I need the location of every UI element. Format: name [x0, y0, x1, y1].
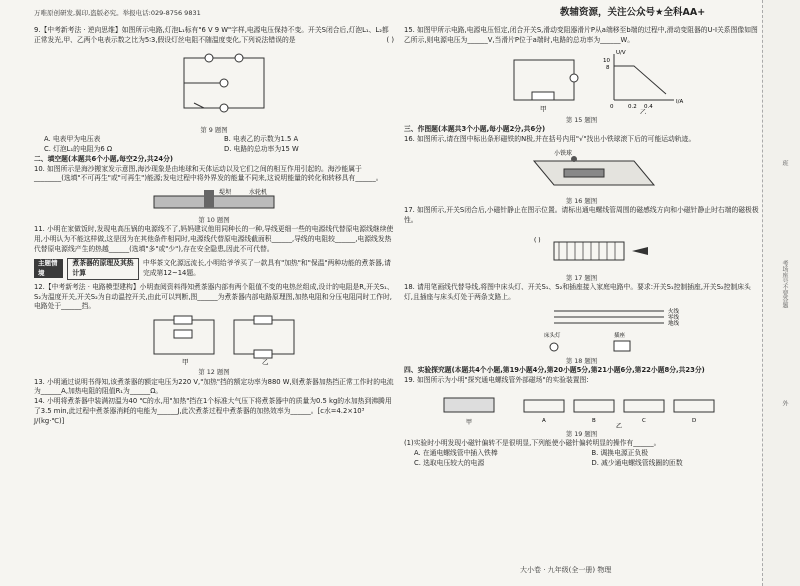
- q15-tick-y-8: 8: [606, 64, 610, 71]
- q18-text: 18. 请用笔画线代替导线,将图中床头灯、开关S₁、S₂和插座接入家庭电路中。要求:开关S₁控制插座,开关S₂控制床头灯,且插座与床头灯处于两条支路上。: [404, 282, 751, 301]
- q18-wiring: [404, 305, 759, 355]
- q19-option-b: B. 调换电源正负极: [591, 448, 649, 457]
- q18-ground: 地线: [668, 320, 680, 327]
- q18-socket: 插座: [614, 332, 626, 339]
- q10-figure: [34, 186, 394, 214]
- q10-text: 10. 如图所示是海沙搬家发示意图,海沙现象是由地球和天体运动以及它们之间的相互作用引起的。海沙能属于________(选填"不可再生"或"可再生")能源;发电过程中将外界发的能量不同来,这说明能量的转化和转移具有______。: [34, 164, 383, 183]
- q19-text: 19. 如图所示为小明"探究通电螺线管外部磁场"的实验装置图:: [404, 375, 589, 384]
- q12-label-jia: 甲: [182, 358, 189, 367]
- q19-label-b: B: [592, 417, 596, 424]
- banner-tag: 主题情境: [34, 259, 63, 278]
- q19-options: [404, 449, 759, 469]
- q18-live: 火线: [668, 308, 680, 315]
- q12-figure: [34, 314, 394, 366]
- q16-figure: [404, 147, 759, 195]
- q15-tick-x-0: 0: [610, 103, 614, 110]
- margin-text-3: 外: [781, 400, 788, 406]
- q9-caption: 第 9 题图: [200, 125, 228, 134]
- margin-text-2: 考场座号不要答题: [781, 260, 788, 308]
- q15-tick-x-02: 0.2: [628, 103, 637, 110]
- q12-text: 12.【中考新考法 · 电路模型建构】小明查阅资料得知煮茶器内部有两个阻值不变的电热丝组成,设计的电阻是R,开关S₁、S₂为温度开关,开关S₂为自动温控开关,由此可以判断,图______为煮茶器内部电路原理图,加热电阻和分压电阻同时工作时,电路处于______挡。: [34, 282, 394, 311]
- q9-text: 9.【中考新考法 · 逆向思维】如图所示电路,灯泡L₁标有"6 V 9 W"字样,电源电压保持不变。开关S闭合后,灯泡L₁、L₂都正常发光,甲、乙两个电表示数之比为5∶3,假设灯丝电阻不随温度变化,下列说法错误的是 ( ): [34, 26, 394, 44]
- q19-label-jia: 甲: [466, 418, 473, 426]
- q10-tidal-diagram: [34, 186, 394, 214]
- section-2-title: 二、填空题(本题共6个小题,每空2分,共24分): [34, 154, 174, 163]
- q9-circuit: [34, 48, 394, 124]
- q15-tick-x-04: 0.4: [644, 103, 653, 110]
- section-3-title: 三、作图题(本题共3个小题,每小题2分,共6分): [404, 124, 546, 133]
- q12-label-yi: 乙: [262, 358, 269, 367]
- topic-banner: [34, 258, 394, 280]
- q16-label-ball: 小铁球: [554, 149, 573, 157]
- q17-text: 17. 如图所示,开关S闭合后,小磁针静止在图示位置。请标出通电螺线管周围的磁感线方向和小磁针静止时右端的磁极极性。: [404, 205, 759, 224]
- q9-option-c: C. 灯泡L₁的电阻为6 Ω: [44, 144, 113, 153]
- q9-option-b: B. 电表乙的示数为1.5 A: [224, 134, 299, 143]
- q16-diagram: [404, 147, 759, 195]
- q19-option-d: D. 减少通电螺线管线圈的匝数: [591, 458, 683, 467]
- q15-axis-x: I/A: [676, 98, 684, 105]
- q16-text: 16. 如图所示,请在图中标出条形磁铁的N极,并在括号内用"√"找出小铁球滚下后的可能运动轨迹。: [404, 134, 696, 143]
- header-left: 万唯原创研发,翼印,盗版必究。举报电话:029-8756 9831: [34, 9, 201, 17]
- q15-caption: 第 15 题图: [565, 115, 598, 124]
- q15-label-yi: 乙: [640, 107, 647, 114]
- q10-caption: 第 10 题图: [198, 216, 230, 225]
- q12-circuits: [34, 314, 394, 366]
- q15-tick-y-10: 10: [603, 57, 610, 64]
- q13-text: 13. 小明通过说明书得知,该煮茶器的额定电压为220 V,"加热"挡的额定功率为880 W,则煮茶器加热挡正常工作时的电流为______A,加热电阻的阻值R₁为______Ω。: [34, 377, 394, 396]
- q19-diagram: [404, 388, 759, 428]
- section-4-title: 四、实验探究题(本题共4个小题,第19小题4分,第20小题5分,第21小题6分,第22小题8分,共23分): [404, 365, 705, 374]
- q15-axis-y: U/V: [616, 49, 626, 56]
- q15-diagram: [404, 48, 759, 114]
- q14-text: 14. 小明将煮茶器中装满初温为40 ℃的水,用"加热"挡在1个标准大气压下将煮茶器中的质量为0.5 kg的水加热到沸腾用了3.5 min,此过程中煮茶器消耗的电能为______J,此次煮茶过程中煮茶器的加热效率为______。[c水=4.2×10³ J/(kg·℃)]: [34, 397, 392, 425]
- q19-figure: [404, 388, 759, 428]
- banner-title: 煮茶器的原理及其热计算: [67, 258, 139, 280]
- left-column: [34, 26, 394, 427]
- q11-text: 11. 小明在家做饭时,发现电高压锅的电源线不了,妈妈建议他用同种长的一种,导线更细一些的电源线代替原电源线继续使用,小明认为不能这样做,这是因为在其他条件相同时,电源线代替原电源线截面积______,导线的电阻较______,电源线发热代替原电源线产生的热越______(选填"多"或"少"),存在安全隐患,因此不可代替。: [34, 225, 394, 254]
- banner-desc: 中华茶文化源远流长,小明给爷爷买了一款具有"加热"和"保温"两种功能的煮茶器,请完成第12~14题。: [142, 259, 391, 277]
- q9-figure: [34, 48, 394, 124]
- q19-label-c: C: [642, 417, 646, 424]
- q18-neutral: 零线: [668, 314, 680, 321]
- q12-caption: 第 12 题图: [198, 368, 230, 377]
- header-right: 教辅资源，关注公众号★全科AA+: [560, 7, 706, 18]
- q17-caption: 第 17 题图: [565, 273, 598, 282]
- q10-label-dam: 堤坝: [219, 189, 232, 197]
- q17-solenoid: [404, 228, 759, 272]
- q10-label-turbine: 水轮机: [249, 189, 268, 197]
- right-column: [404, 26, 759, 468]
- q19-caption: 第 19 题图: [565, 429, 598, 438]
- q15-label-jia: 甲: [540, 104, 547, 113]
- q19-label-yi: 乙: [616, 422, 623, 428]
- q9-option-a: A. 电表甲为电压表: [44, 134, 101, 143]
- q18-caption: 第 18 题图: [565, 356, 598, 365]
- q15-figure: [404, 48, 759, 114]
- q9-option-d: D. 电路的总功率为15 W: [224, 144, 299, 153]
- q15-text: 15. 如图甲所示电路,电源电压恒定,闭合开关S,滑动变阻器滑片P从a端移至b端的过程中,滑动变阻器的U-I关系图像如图乙所示,则电源电压为______V,当滑片P位于a端时,电路的总功率为______W。: [404, 26, 758, 44]
- svg-text:( ): ( ): [534, 236, 541, 244]
- q9-options: [34, 135, 394, 155]
- q19-option-a: A. 在通电螺线管中插入铁棒: [414, 448, 498, 457]
- q17-figure: [404, 228, 759, 272]
- page-footer: 大小卷 · 九年级(全一册) 物理: [520, 566, 612, 574]
- q19-sub1: (1)实验时小明发现小磁针偏转不是很明显,下列能使小磁针偏转明显的操作有______。: [404, 438, 661, 447]
- q19-option-c: C. 选取电压较大的电源: [414, 458, 485, 467]
- q19-label-a: A: [542, 417, 546, 424]
- margin-text-1: 班: [781, 160, 788, 166]
- q19-label-d: D: [692, 417, 697, 424]
- q18-lamp: 床头灯: [544, 332, 561, 339]
- q18-figure: [404, 305, 759, 355]
- q16-caption: 第 16 题图: [565, 196, 598, 205]
